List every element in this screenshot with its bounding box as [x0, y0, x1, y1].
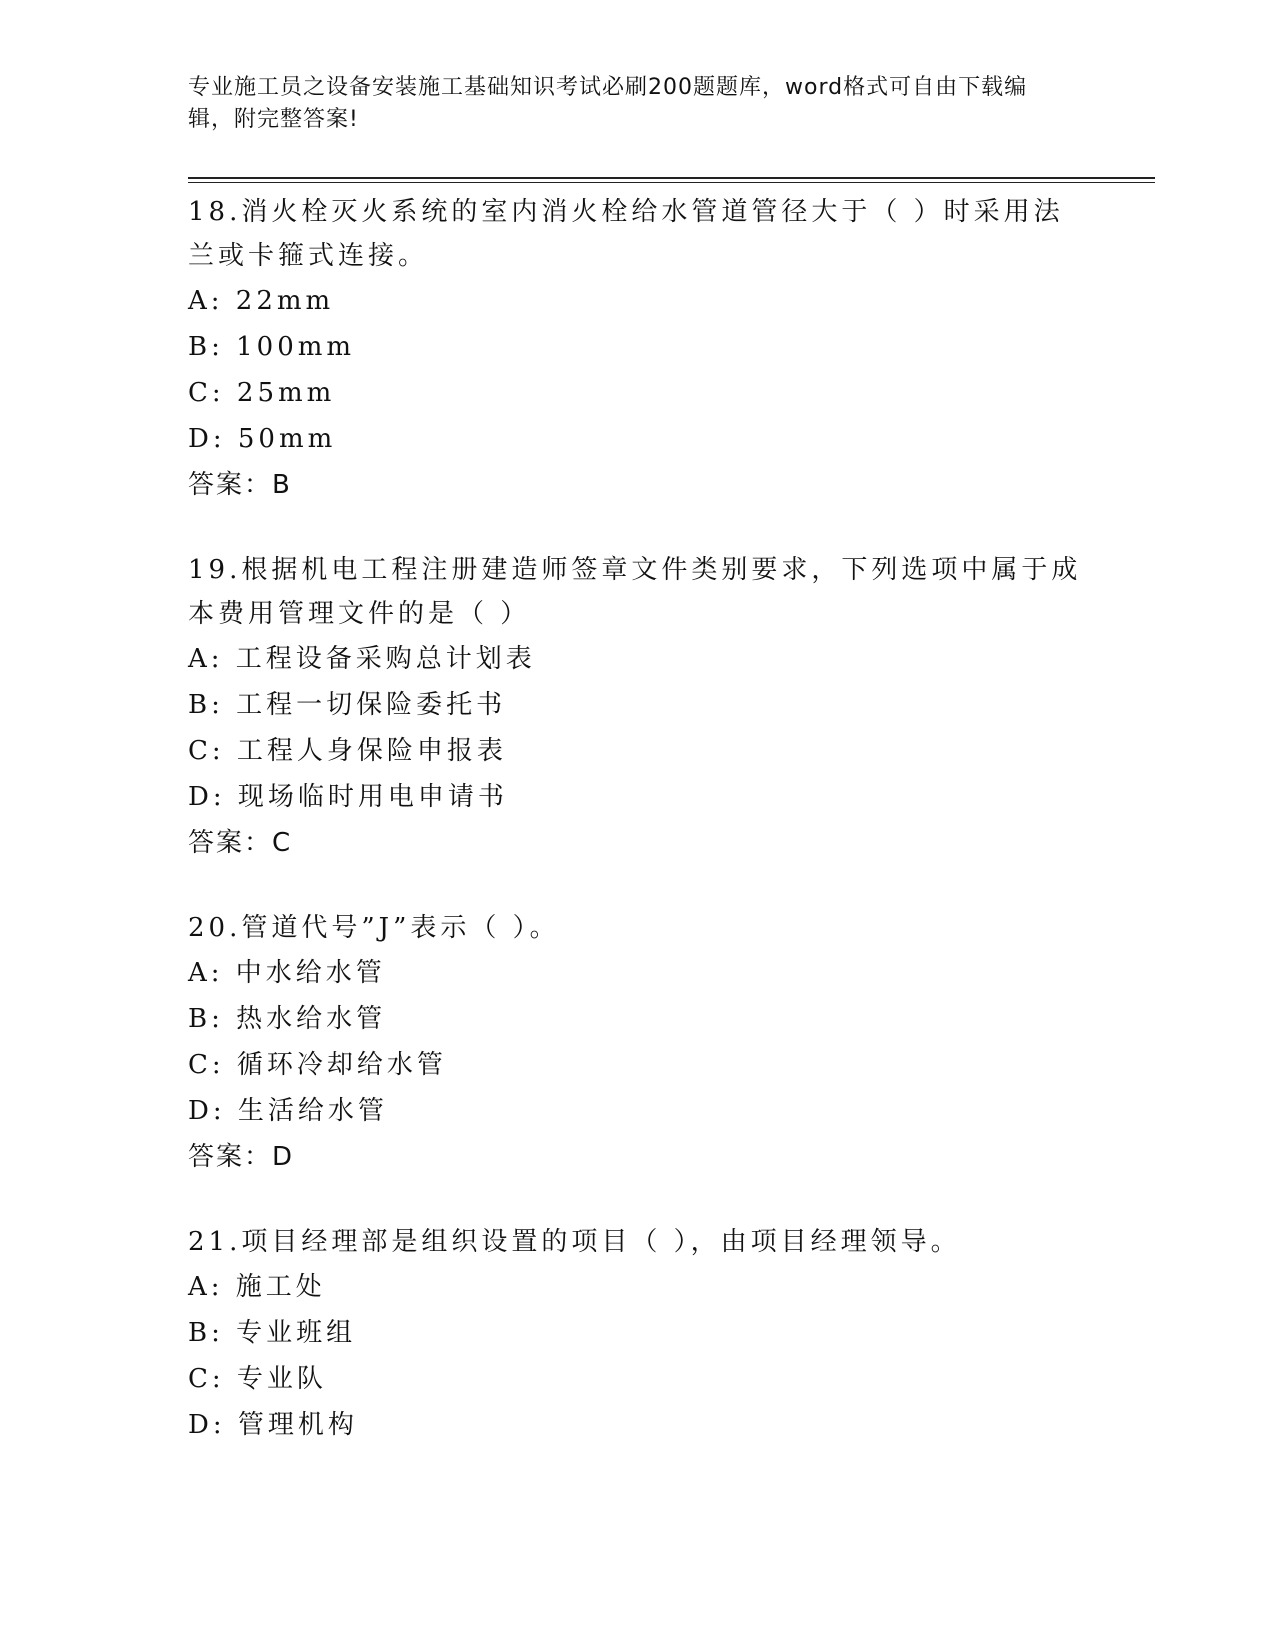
question-stem: 21.项目经理部是组织设置的项目（ ），由项目经理领导。: [188, 1227, 961, 1257]
document-header: 专业施工员之设备安装施工基础知识考试必刷200题题库，word格式可自由下载编辑，附完整答案!: [188, 75, 1028, 132]
answer-line: 答案：B: [188, 470, 292, 500]
option-b: B: 100mm: [188, 332, 356, 362]
option-a: A: 22mm: [188, 286, 335, 316]
question-stem: 20.管道代号”J”表示（ ）。: [188, 913, 560, 943]
option-d: D: 50mm: [188, 424, 337, 454]
question-list: [188, 190, 1088, 1488]
option-b: B: 工程一切保险委托书: [188, 690, 507, 720]
option-c: C: 25mm: [188, 378, 336, 408]
option-a: A: 中水给水管: [188, 958, 386, 988]
option-c: C: 工程人身保险申报表: [188, 736, 507, 766]
option-b: B: 热水给水管: [188, 1004, 387, 1034]
option-d: D: 管理机构: [188, 1410, 358, 1440]
option-a: A: 施工处: [188, 1272, 326, 1302]
option-c: C: 专业队: [188, 1364, 327, 1394]
option-d: D: 生活给水管: [188, 1096, 388, 1126]
header-divider-thin: [188, 182, 1155, 183]
question-stem: 18.消火栓灭火系统的室内消火栓给水管道管径大于（ ）时采用法兰或卡箍式连接。: [188, 197, 1064, 271]
question-20: [188, 906, 1088, 1180]
option-a: A: 工程设备采购总计划表: [188, 644, 536, 674]
answer-line: 答案：C: [188, 828, 293, 858]
question-stem: 19.根据机电工程注册建造师签章文件类别要求，下列选项中属于成本费用管理文件的是（ ）: [188, 555, 1082, 629]
answer-line: 答案：D: [188, 1142, 295, 1172]
option-d: D: 现场临时用电申请书: [188, 782, 508, 812]
header-divider-thick: [188, 177, 1155, 179]
question-21: [188, 1220, 1088, 1448]
option-b: B: 专业班组: [188, 1318, 357, 1348]
option-c: C: 循环冷却给水管: [188, 1050, 447, 1080]
question-18: [188, 190, 1088, 508]
question-19: [188, 548, 1088, 866]
